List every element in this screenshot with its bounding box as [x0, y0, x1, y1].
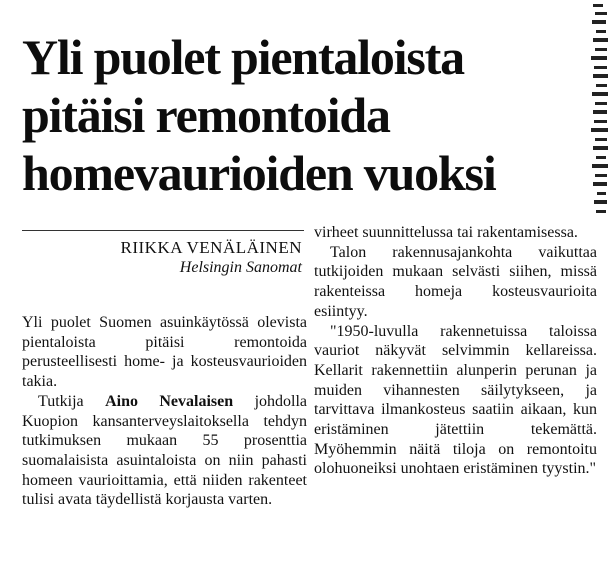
headline-line-3: homevaurioiden vuoksi — [22, 145, 496, 201]
author-name: RIIKKA VENÄLÄINEN — [120, 238, 302, 257]
scan-edge-noise — [575, 0, 615, 230]
headline — [22, 28, 592, 202]
quote-paragraph: "1950-luvulla rakennetuissa taloissa vauriot näkyvät selvimmin kellareissa. Kellarit rakennettiin alunperin perunan ja muiden vihannesten säilytykseen, ja tarvittava ilmankosteus saatiin aikaan, kun eristäminen jätettiin tekemättä. Myöhemmin näitä tiloja on remontoitu olohuoneiksi unohtaen eristäminen tyystin." — [314, 322, 597, 478]
headline-line-2: pitäisi remontoida — [22, 87, 390, 143]
article-column-1 — [22, 313, 307, 510]
continued-paragraph: virheet suunnittelussa tai rakentamisessa. — [314, 224, 578, 241]
publication-name: Helsingin Sanomat — [179, 259, 302, 276]
lead-paragraph: Yli puolet Suomen asuinkäytössä olevista pientaloista pitäisi remontoida perusteellisesti home- ja kosteusvaurioiden takia. — [22, 314, 307, 391]
headline-line-1: Yli puolet pientaloista — [22, 29, 464, 85]
byline — [22, 237, 302, 277]
article-column-2 — [314, 223, 597, 479]
body-paragraph — [22, 392, 307, 510]
researcher-name: Aino Nevalaisen — [105, 392, 234, 410]
text-run: johdolla Kuopion kansanterveyslaitoksella tehdyn tutkimuksen mukaan 55 prosenttia suomalaisista asuintaloista on niin pahasti homeen vaurioittamia, että niiden rakenteet tulisi avata täydellistä korjausta varten. — [22, 392, 308, 509]
text-run: Tutkija — [38, 392, 106, 410]
body-paragraph: Talon rakennusajankohta vaikuttaa tutkijoiden mukaan selvästi siihen, missä rakenteissa homeja kosteusvaurioita esiintyy. — [314, 243, 597, 320]
byline-rule — [22, 230, 304, 231]
